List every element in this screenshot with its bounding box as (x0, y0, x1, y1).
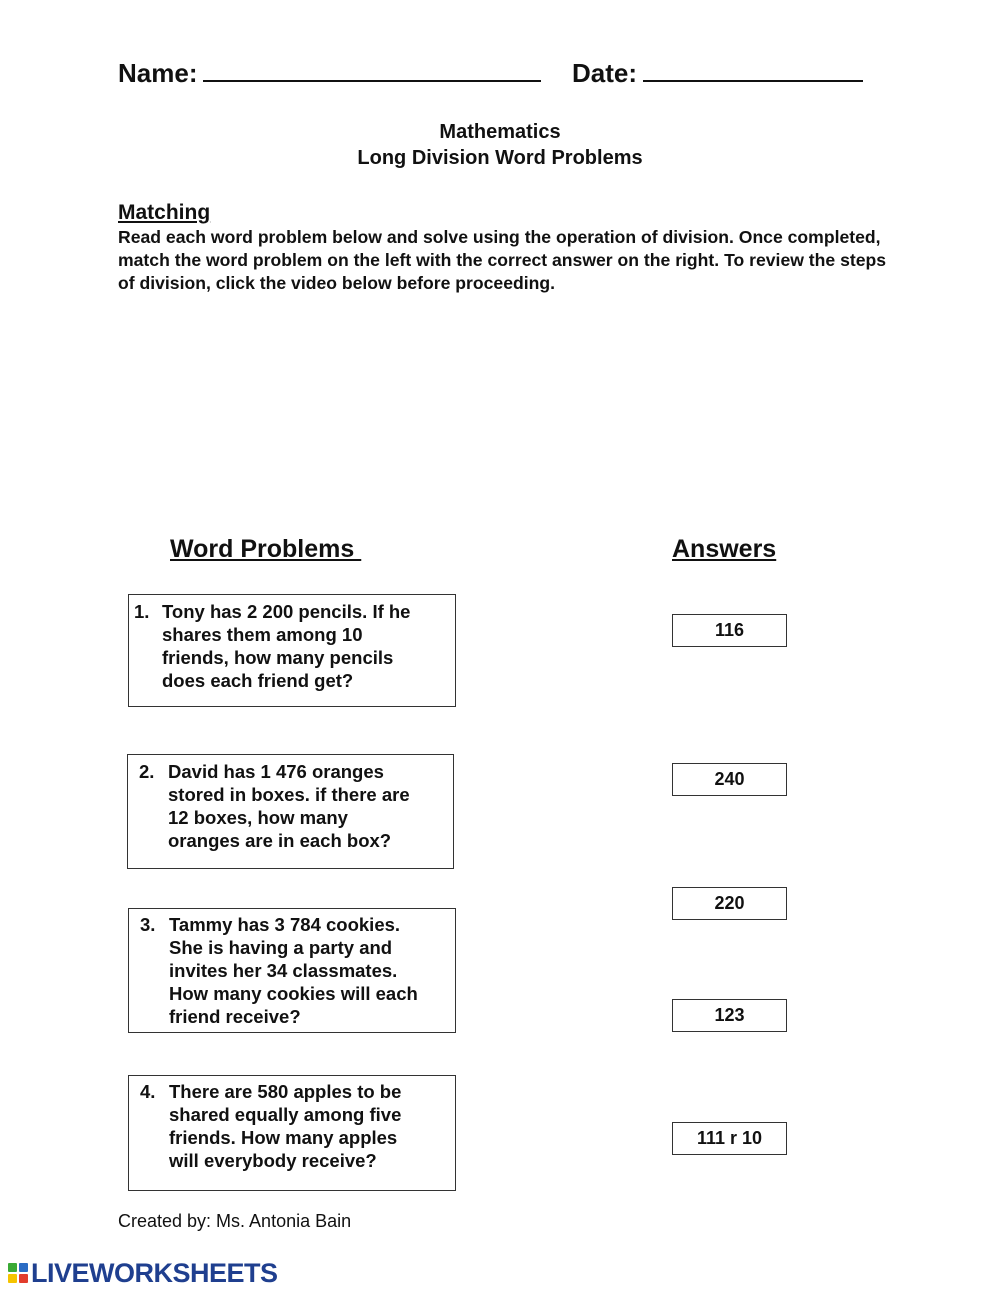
liveworksheets-logo[interactable] (8, 1258, 278, 1288)
date-blank[interactable] (643, 76, 863, 82)
problem-number: 4. (140, 1081, 156, 1102)
logo-icon (8, 1263, 28, 1283)
date-field[interactable] (572, 58, 863, 89)
problem-text: Tammy has 3 784 cookies. She is having a party and invites her 34 classmates. How many cookies will each friend receive? (169, 914, 418, 1027)
word-problems-heading: Word Problems (170, 535, 362, 563)
instructions: Read each word problem below and solve using the operation of division. Once completed, match the word problem on the left with the correct answer on the right. To review the steps of division, click the video below before proceeding. (118, 227, 887, 293)
problem-number: 1. (134, 601, 150, 622)
name-field[interactable] (118, 58, 541, 89)
problem-text: Tony has 2 200 pencils. If he shares them among 10 friends, how many pencils does each friend get? (162, 601, 411, 691)
problem-number: 3. (140, 914, 156, 935)
problem-box[interactable] (127, 754, 454, 869)
answer-box[interactable]: 240 (672, 763, 787, 796)
name-blank[interactable] (203, 76, 541, 82)
name-label: Name: (118, 58, 198, 88)
subject-title: Mathematics (439, 121, 561, 143)
answer-box[interactable]: 111 r 10 (672, 1122, 787, 1155)
answer-box[interactable]: 123 (672, 999, 787, 1032)
logo-text: LIVEWORKSHEETS (31, 1257, 278, 1288)
problem-number: 2. (139, 761, 155, 782)
problem-box[interactable] (128, 594, 456, 707)
problem-box[interactable] (128, 908, 456, 1033)
section-heading: Matching (118, 201, 211, 224)
answers-heading: Answers (672, 535, 777, 563)
problem-text: There are 580 apples to be shared equally among five friends. How many apples will everybody receive? (169, 1081, 402, 1171)
answer-box[interactable]: 220 (672, 887, 787, 920)
date-label: Date: (572, 58, 638, 88)
author-credit: Created by: Ms. Antonia Bain (118, 1211, 352, 1231)
topic-title: Long Division Word Problems (357, 147, 643, 169)
answer-box[interactable]: 116 (672, 614, 787, 647)
problem-text: David has 1 476 oranges stored in boxes. if there are 12 boxes, how many oranges are in each box? (168, 761, 410, 851)
problem-box[interactable] (128, 1075, 456, 1191)
